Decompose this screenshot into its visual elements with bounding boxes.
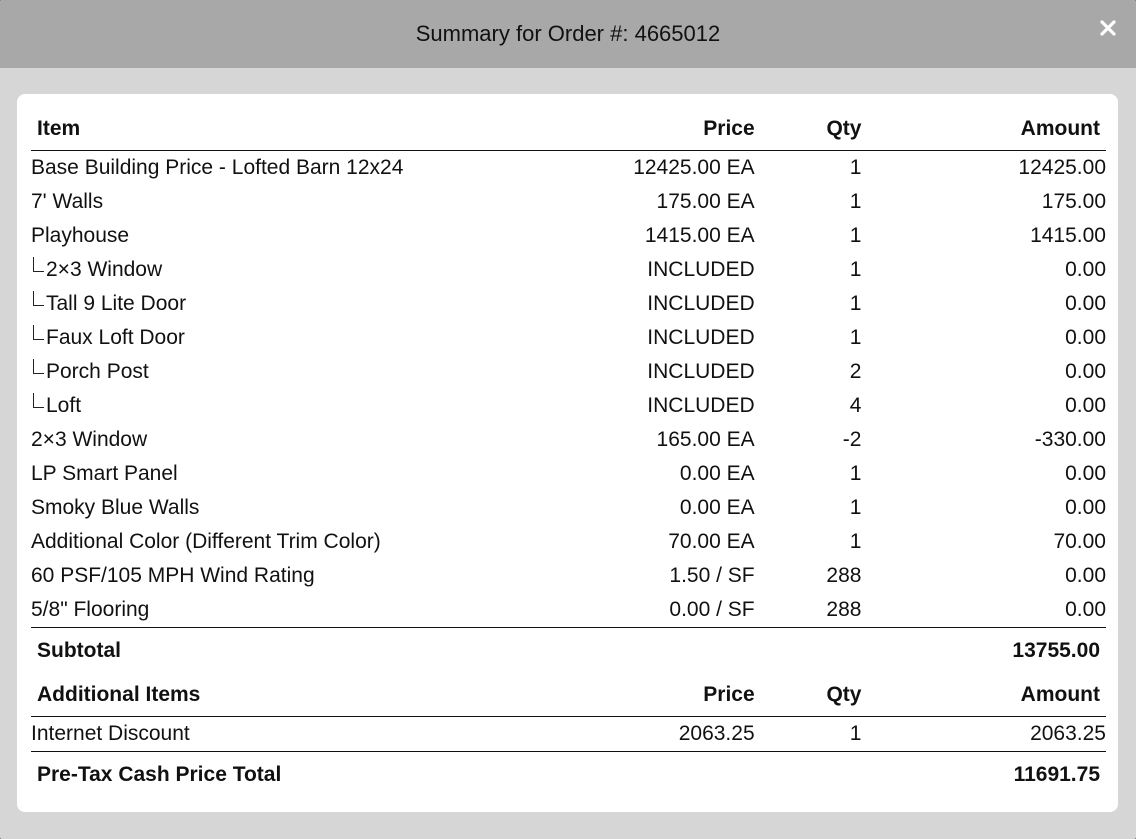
sub-item-indent-icon [33, 291, 44, 306]
table-row-included-item [31, 253, 1106, 287]
item-qty: 1 [849, 530, 862, 553]
item-name [31, 559, 550, 593]
order-summary-table [31, 108, 1106, 798]
item-price: 12425.00 EA [633, 156, 755, 179]
sub-item-indent-icon [33, 393, 44, 408]
modal-header [0, 0, 1136, 68]
item-amount: 0.00 [1065, 462, 1106, 485]
additional-item-qty: 1 [849, 722, 862, 745]
item-name [31, 185, 550, 219]
item-name [31, 389, 550, 423]
subtotal-row [31, 628, 1106, 675]
item-price: INCLUDED [647, 360, 755, 383]
item-name [31, 219, 550, 253]
item-name [31, 287, 550, 321]
items-body [31, 151, 1106, 628]
close-button[interactable] [1098, 18, 1118, 38]
item-amount: 0.00 [1065, 598, 1106, 621]
table-row [31, 185, 1106, 219]
sub-item-indent-icon [33, 359, 44, 374]
modal-title: Summary for Order #: 4665012 [415, 21, 721, 46]
additional-items-header-row [31, 674, 1106, 717]
table-row-included-item [31, 355, 1106, 389]
table-row-included-item [31, 287, 1106, 321]
total-row [31, 752, 1106, 799]
item-qty: 288 [826, 598, 862, 621]
item-name-text: Porch Post [46, 360, 149, 383]
sub-item-indent-icon [33, 257, 44, 272]
item-amount: 0.00 [1065, 564, 1106, 587]
item-name-text: Tall 9 Lite Door [46, 292, 187, 315]
item-price: 0.00 / SF [669, 598, 755, 621]
item-price: INCLUDED [647, 326, 755, 349]
item-name [31, 321, 550, 355]
item-price: 0.00 EA [679, 462, 755, 485]
item-name [31, 253, 550, 287]
item-name-text: Loft [46, 394, 82, 417]
table-row [31, 219, 1106, 253]
item-amount: 0.00 [1065, 292, 1106, 315]
item-name [31, 525, 550, 559]
item-amount: 175.00 [1041, 190, 1106, 213]
item-qty: 1 [849, 156, 862, 179]
item-qty: 1 [849, 190, 862, 213]
item-amount: 0.00 [1065, 326, 1106, 349]
item-name [31, 457, 550, 491]
table-row-included-item [31, 321, 1106, 355]
item-qty: 288 [826, 564, 862, 587]
table-row [31, 457, 1106, 491]
item-amount: 0.00 [1065, 360, 1106, 383]
item-qty: 1 [849, 224, 862, 247]
item-amount: 12425.00 [1018, 156, 1106, 179]
additional-item-price: 2063.25 [678, 722, 755, 745]
table-row [31, 151, 1106, 186]
close-icon [1100, 20, 1116, 36]
item-price: 70.00 EA [668, 530, 755, 553]
item-name [31, 151, 550, 186]
item-price: 0.00 EA [679, 496, 755, 519]
item-qty: -2 [842, 428, 862, 451]
additional-items-body [31, 717, 1106, 752]
item-price: 165.00 EA [656, 428, 755, 451]
additional-column-price: Price [550, 674, 754, 717]
summary-panel [17, 94, 1118, 812]
item-qty: 1 [849, 292, 862, 315]
item-name-text: Additional Color (Different Trim Color) [31, 530, 381, 553]
item-name [31, 491, 550, 525]
item-name-text: 2×3 Window [46, 258, 163, 281]
table-header-row [31, 108, 1106, 151]
item-price: INCLUDED [647, 258, 755, 281]
item-amount: 0.00 [1065, 394, 1106, 417]
item-qty: 1 [849, 258, 862, 281]
item-amount: 70.00 [1053, 530, 1106, 553]
item-name-text: 7' Walls [31, 190, 104, 213]
table-row [31, 559, 1106, 593]
item-qty: 1 [849, 462, 862, 485]
total-label: Pre-Tax Cash Price Total [31, 752, 550, 799]
item-name-text: 2×3 Window [31, 428, 148, 451]
subtotal-label: Subtotal [31, 628, 550, 675]
table-row [31, 423, 1106, 457]
column-header-price: Price [550, 108, 754, 151]
item-name-text: 5/8" Flooring [31, 598, 150, 621]
column-header-item: Item [31, 108, 550, 151]
additional-column-amount: Amount [861, 674, 1106, 717]
additional-item-name: Internet Discount [31, 722, 190, 745]
additional-items-heading: Additional Items [31, 674, 550, 717]
item-name-text: LP Smart Panel [31, 462, 178, 485]
subtotal-amount: 13755.00 [861, 628, 1106, 675]
sub-item-indent-icon [33, 325, 44, 340]
additional-item-row [31, 717, 1106, 752]
item-qty: 1 [849, 496, 862, 519]
item-price: 175.00 EA [656, 190, 755, 213]
table-row-included-item [31, 389, 1106, 423]
item-amount: -330.00 [1034, 428, 1106, 451]
item-name-text: Playhouse [31, 224, 130, 247]
item-name-text: Faux Loft Door [46, 326, 185, 349]
item-name-text: Smoky Blue Walls [31, 496, 200, 519]
item-name-text: 60 PSF/105 MPH Wind Rating [31, 564, 315, 587]
item-qty: 2 [849, 360, 862, 383]
item-price: 1.50 / SF [669, 564, 755, 587]
item-price: 1415.00 EA [644, 224, 755, 247]
total-amount: 11691.75 [861, 752, 1106, 799]
additional-column-qty: Qty [755, 674, 862, 717]
item-name-text: Base Building Price - Lofted Barn 12x24 [31, 156, 404, 179]
item-price: INCLUDED [647, 394, 755, 417]
table-row [31, 491, 1106, 525]
table-row [31, 525, 1106, 559]
item-amount: 1415.00 [1030, 224, 1106, 247]
item-price: INCLUDED [647, 292, 755, 315]
column-header-amount: Amount [861, 108, 1106, 151]
item-amount: 0.00 [1065, 496, 1106, 519]
item-name [31, 355, 550, 389]
additional-item-amount: 2063.25 [1030, 722, 1106, 745]
item-amount: 0.00 [1065, 258, 1106, 281]
item-qty: 4 [849, 394, 862, 417]
item-qty: 1 [849, 326, 862, 349]
column-header-qty: Qty [755, 108, 862, 151]
item-name [31, 593, 550, 628]
table-row [31, 593, 1106, 628]
item-name [31, 423, 550, 457]
